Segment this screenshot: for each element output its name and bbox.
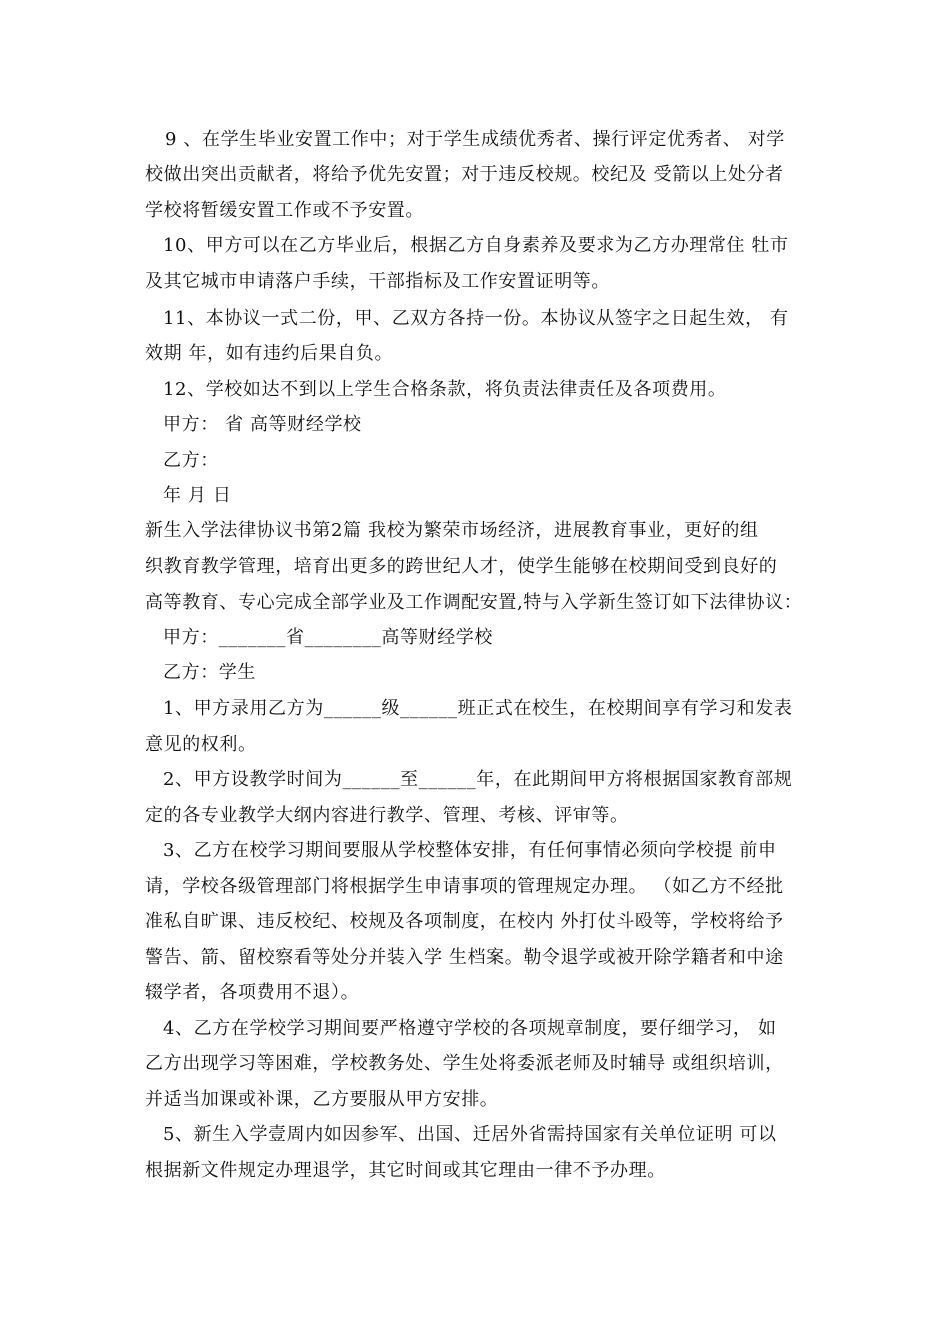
text-line: 意见的权利。 [145,734,257,755]
text-line: 并适当加课或补课，乙方要服从甲方安排。 [145,1089,499,1110]
text-line: 10、甲方可以在乙方毕业后，根据乙方自身素养及要求为乙方办理常住 牡市 [163,235,789,256]
text-line: 警告、箭、留校察看等处分并装入学 生档案。勒令退学或被开除学籍者和中途 [145,947,784,968]
text-line: 5、新生入学壹周内如因参军、出国、迁居外省需持国家有关单位证明 可以 [163,1124,777,1145]
text-line: 4、乙方在学校学习期间要严格遵守学校的各项规章制度，要仔细学习， 如 [163,1018,777,1039]
text-line: 12、学校如达不到以上学生合格条款，将负责法律责任及各项费用。 [163,379,727,400]
section-heading: 新生入学法律协议书第2篇 我校为繁荣市场经济，进展教育事业，更好的组 [145,520,759,541]
party-b-line: 乙方：学生 [163,662,256,683]
text-line: 定的各专业教学大纲内容进行教学、管理、考核、评审等。 [145,805,629,826]
party-a-line: 甲方： 省 高等财经学校 [163,414,362,435]
text-line: 2、甲方设教学时间为______至______年，在此期间甲方将根据国家教育部规 [163,769,793,790]
date-line: 年 月 日 [163,485,232,506]
text-line: 乙方出现学习等困难，学校教务处、学生处将委派老师及时辅导 或组织培训， [145,1053,784,1074]
text-line: 9 、在学生毕业安置工作中；对于学生成绩优秀者、操行评定优秀者、 对学 [165,129,785,150]
text-line: 11、本协议一式二份，甲、乙双方各持一份。本协议从签字之日起生效， 有 [163,308,789,329]
text-line: 准私自旷课、违反校纪、校规及各项制度，在校内 外打仗斗殴等，学校将给予 [145,911,784,932]
text-line: 辍学者，各项费用不退）。 [145,982,360,1003]
text-line: 3、乙方在校学习期间要服从学校整体安排，有任何事情必须向学校提 前申 [163,840,777,861]
party-b-line: 乙方： [163,450,219,471]
text-line: 织教育教学管理，培育出更多的跨世纪人才，使学生能够在校期间受到良好的 [145,556,778,577]
text-line: 学校将暂缓安置工作或不予安置。 [145,200,424,221]
text-line: 及其它城市申请落户手续，干部指标及工作安置证明等。 [145,271,610,292]
text-line: 1、甲方录用乙方为______级______班正式在校生，在校期间享有学习和发表 [163,698,793,719]
text-line: 根据新文件规定办理退学，其它时间或其它理由一律不予办理。 [145,1160,666,1181]
text-line: 请，学校各级管理部门将根据学生申请事项的管理规定办理。 （如乙方不经批 [145,876,784,897]
text-line: 高等教育、专心完成全部学业及工作调配安置,特与入学新生签订如下法律协议： [145,592,803,613]
text-line: 校做出突出贡献者，将给予优先安置；对于违反校规。校纪及 受箭以上处分者 [145,164,784,185]
text-line: 效期 年，如有违约后果自负。 [145,343,394,364]
party-a-line: 甲方：_______省________高等财经学校 [163,627,493,648]
